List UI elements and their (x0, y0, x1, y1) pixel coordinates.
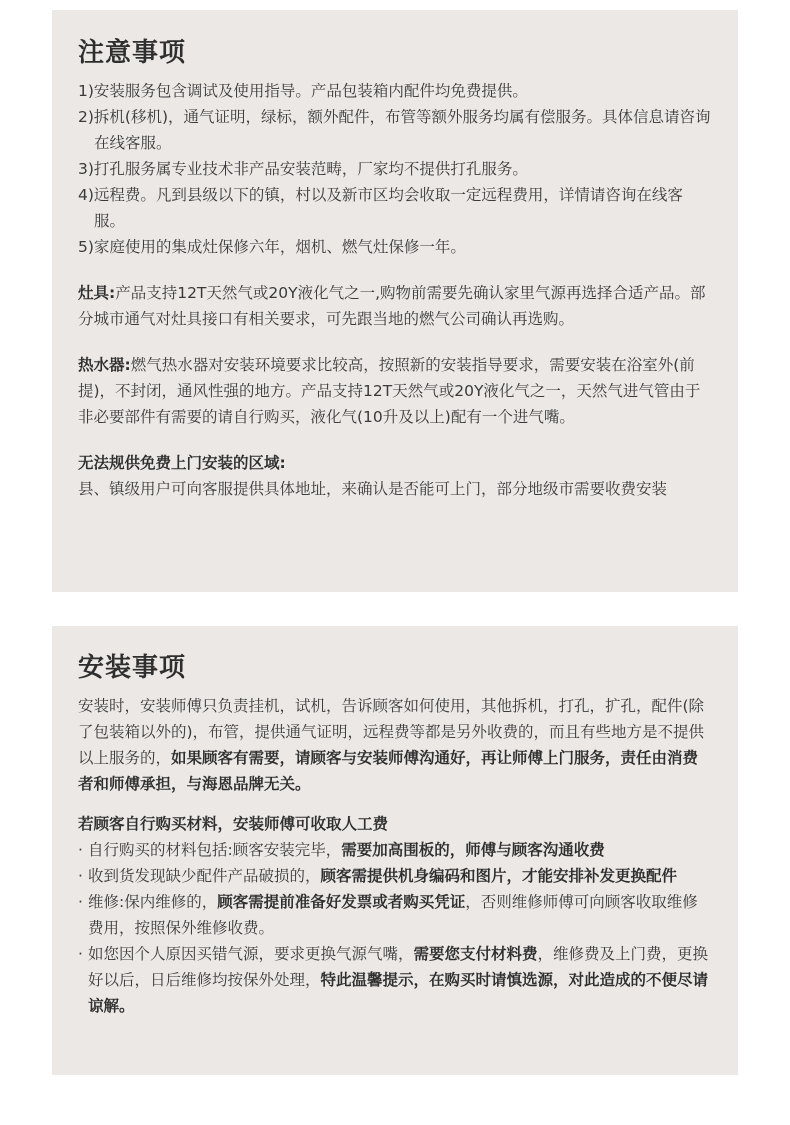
notice-item: 4)远程费。凡到县级以下的镇，村以及新市区均会收取一定远程费用，详情请咨询在线客服。 (78, 186, 683, 230)
notice-item: 5)家庭使用的集成灶保修六年，烟机、燃气灶保修一年。 (78, 238, 466, 256)
install-bullet: · 维修:保内维修的，顾客需提前准备好发票或者购买凭证，否则维修师傅可向顾客收取维修费用，按照保外维修收费。 (78, 893, 698, 937)
notice-panel (52, 10, 738, 592)
bullet-normal: 自行购买的材料包括:顾客安装完毕， (88, 841, 342, 859)
area-title (78, 450, 712, 476)
bullet-tail: ，维修费及上门费，更换好以后，日后维修均按保外处理， (88, 945, 709, 989)
heater-label: 热水器: (78, 356, 131, 374)
install-panel (52, 626, 738, 1075)
notice-title: 注意事项 (78, 38, 187, 68)
install-intro (78, 693, 712, 797)
bullet-bold: 顾客需提前准备好发票或者购买凭证 (217, 893, 466, 911)
stove-paragraph (78, 280, 712, 332)
notice-item: 3)打孔服务属专业技术非产品安装范畴，厂家均不提供打孔服务。 (78, 160, 528, 178)
heater-paragraph (78, 352, 712, 430)
notice-item: 1)安装服务包含调试及使用指导。产品包装箱内配件均免费提供。 (78, 82, 528, 100)
install-intro-bold: 如果顾客有需要，请顾客与安装师傅沟通好，再让师傅上门服务，责任由消费者和师傅承担，与海恩品牌无关。 (78, 749, 699, 793)
install-subtitle (78, 811, 712, 837)
heater-text: 燃气热水器对安装环境要求比较高，按照新的安装指导要求，需要安装在浴室外(前提)，不封闭，通风性强的地方。产品支持12T天然气或20Y液化气之一，天然气进气管由于非必要部件有需要的请自行购买，液化气(10升及以上)配有一个进气嘴。 (78, 356, 701, 426)
install-title: 安装事项 (78, 653, 187, 683)
area-title-text: 无法规供免费上门安装的区域: (78, 454, 286, 472)
install-bullet: · 如您因个人原因买错气源，要求更换气源气嘴，需要您支付材料费，维修费及上门费，更换好以后，日后维修均按保外处理，特此温馨提示，在购买时请慎选源，对此造成的不便尽请谅解。 (78, 945, 709, 1015)
area-text: 县、镇级用户可向客服提供具体地址，来确认是否能可上门，部分地级市需要收费安装 (78, 480, 668, 498)
install-bullet: · 收到货发现缺少配件产品破损的，顾客需提供机身编码和图片，才能安排补发更换配件 (78, 867, 678, 885)
bullet-bold-2: 特此温馨提示，在购买时请慎选源，对此造成的不便尽请谅解。 (88, 971, 709, 1015)
bullet-bold: 顾客需提供机身编码和图片，才能安排补发更换配件 (320, 867, 678, 885)
stove-text: 产品支持12T天然气或20Y液化气之一,购物前需要先确认家里气源再选择合适产品。部分城市通气对灶具接口有相关要求，可先跟当地的燃气公司确认再选购。 (78, 284, 706, 328)
bullet-bold: 需要加高围板的，师傅与顾客沟通收费 (341, 841, 605, 859)
bullet-normal: 如您因个人原因买错气源，要求更换气源气嘴， (88, 945, 414, 963)
install-subtitle-text: 若顾客自行购买材料，安装师傅可收取人工费 (78, 815, 389, 833)
bullet-normal: 收到货发现缺少配件产品破损的， (88, 867, 321, 885)
bullet-normal: 维修:保内维修的， (88, 893, 218, 911)
stove-label: 灶具: (78, 284, 116, 302)
notice-list (78, 78, 712, 260)
notice-item: 2)拆机(移机)，通气证明，绿标，额外配件，布管等额外服务均属有偿服务。具体信息请咨询在线客服。 (78, 108, 711, 152)
install-intro-normal: 安装时，安装师傅只负责挂机，试机，告诉顾客如何使用，其他拆机，打孔，扩孔，配件(除了包装箱以外的)，布管，提供通气证明，远程费等都是另外收费的，而且有些地方是不提供以上服务的， (78, 697, 705, 767)
bullet-tail: ，否则维修师傅可向顾客收取维修费用，按照保外维修收费。 (88, 893, 698, 937)
bullet-bold: 需要您支付材料费 (413, 945, 538, 963)
install-bullet: · 自行购买的材料包括:顾客安装完毕，需要加高围板的，师傅与顾客沟通收费 (78, 841, 605, 859)
